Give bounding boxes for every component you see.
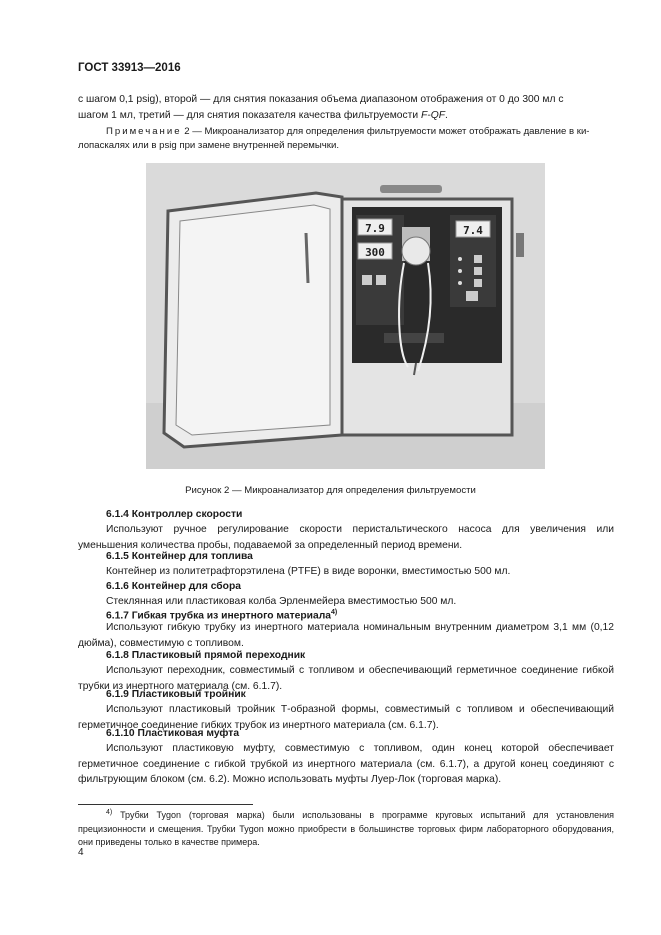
figure-photo [146,163,545,469]
section-6-1-8-title: 6.1.8 Пластиковый прямой переходник [106,650,306,661]
section-6-1-4-text: Используют ручное регулирование скорости перистальтического насоса для увеличения или уменьшения количества пробы, подаваемой за определенный период времени. [78,524,614,551]
footnote [78,806,614,850]
section-6-1-6-text: Стеклянная или пластиковая колба Эрленмейера вместимостью 500 мл. [106,596,457,607]
figure-caption: Рисунок 2 — Микроанализатор для определения фильтруемости [185,485,476,496]
section-6-1-8-text: Используют переходник, совместимый с топливом и обеспечивающий герметичное соединение гибкой трубки из инертного материала (см. 6.1.7). [78,665,614,692]
section-6-1-7-text: Используют гибкую трубку из инертного материала номинальным внутренним диаметром 3,1 мм (0,12 дюйма), совместимую с топливом. [78,622,614,649]
note-label: Примечание [106,126,182,137]
footnote-divider [78,804,253,805]
note-text-2: лопаскалях или в psig при замене внутренней перемычки. [78,140,340,151]
document-code: ГОСТ 33913—2016 [78,62,181,74]
display-left-bottom: 300 [365,246,385,259]
page-number: 4 [78,847,84,858]
footnote-ref: 4) [331,609,338,616]
section-6-1-5-title: 6.1.5 Контейнер для топлива [106,551,253,562]
section-6-1-7-title-text: 6.1.7 Гибкая трубка из инертного материала [106,610,331,622]
intro-fqf: F-QF [421,109,446,121]
section-6-1-9-title: 6.1.9 Пластиковый тройник [106,689,246,700]
footnote-mark: 4) [106,809,113,816]
intro-line-2: шагом 1 мл, третий — для снятия показателя качества фильтруемости [78,109,421,121]
microanalyzer-illustration [146,163,545,469]
section-6-1-5-text: Контейнер из политетрафторэтилена (PTFE) в виде воронки, вместимостью 500 мл. [106,566,511,577]
intro-period: . [445,109,448,121]
note-2 [78,125,614,153]
intro-line-1: с шагом 0,1 psig), второй — для снятия показания объема диапазоном отображения от 0 до 300 мл с [78,94,564,105]
section-6-1-9-text: Используют пластиковый тройник Т-образной формы, совместимый с топливом и обеспечивающий герметичное соединение гибких трубок из инертного материала (см. 6.1.7). [78,704,614,731]
display-left-top: 7.9 [365,222,385,235]
section-6-1-10-title: 6.1.10 Пластиковая муфта [106,728,240,739]
intro-paragraph [78,92,614,123]
section-6-1-10-text: Используют пластиковую муфту, совместимую с топливом, один конец которой обеспечивает герметичное соединение с гибкой трубкой из инертного материала (см. 6.1.7), а другой конец соединяют с фильтрующим блоком (см. 6.2). Можно использовать муфты Луер-Лок (торговая марка). [78,743,614,785]
section-6-1-6-title: 6.1.6 Контейнер для сбора [106,581,241,592]
section-6-1-4-title: 6.1.4 Контроллер скорости [106,509,243,520]
footnote-text: Трубки Tygon (торговая марка) были использованы в программе круговых испытаний для установления прецизионности и смещения. Трубки Tygon можно приобрести в большинстве торговых фирм лабораторного оборудования, они приведены только в качестве примера. [78,810,614,847]
display-right: 7.4 [463,224,483,237]
note-text: 2 — Микроанализатор для определения фильтруемости может отображать давление в ки- [181,126,590,137]
